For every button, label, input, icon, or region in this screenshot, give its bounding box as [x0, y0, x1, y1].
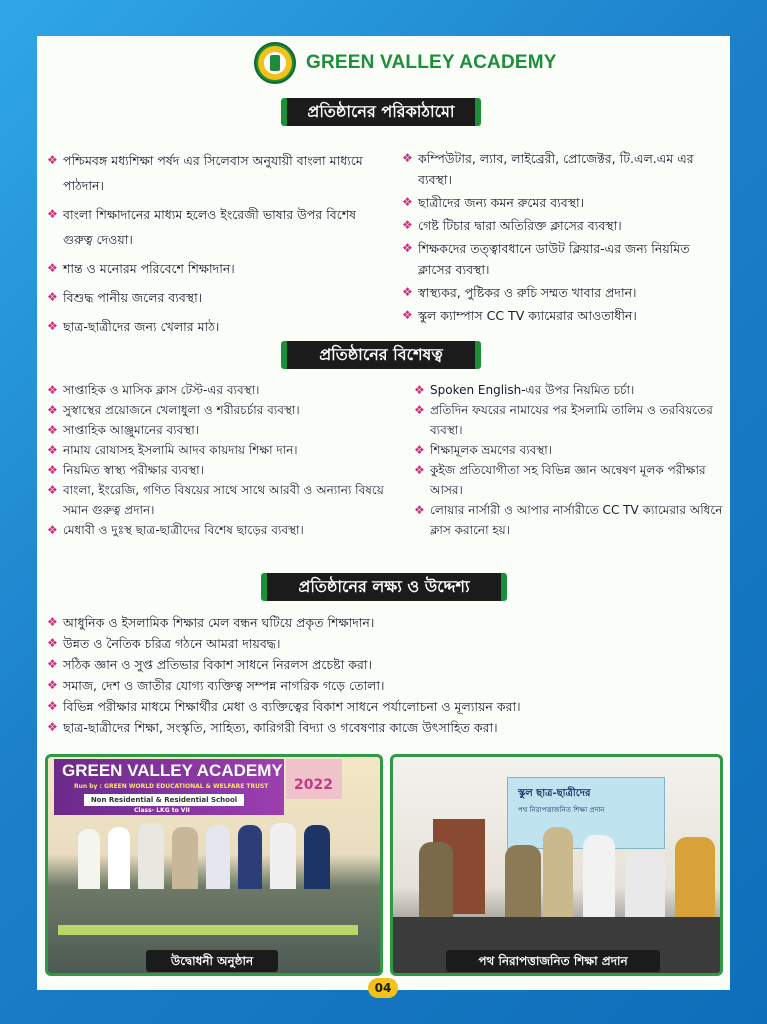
bullet-icon: ❖	[402, 241, 413, 255]
bullet-icon: ❖	[47, 657, 58, 671]
list-item: ❖ সমাজ, দেশ ও জাতীর যোগ্য ব্যক্তিত্ব সম্পন্ন নাগরিক গড়ে তোলা।	[47, 675, 727, 696]
event-banner-school: Non Residential & Residential School	[84, 794, 244, 806]
list-item: ❖ ছাত্র-ছাত্রীদের শিক্ষা, সংস্কৃতি, সাহিত্য, কারিগরী বিদ্যা ও গবেষণার কাজে উৎসাহিত করা।	[47, 717, 727, 738]
person-figure	[505, 845, 541, 925]
list-item: ❖ কুইজ প্রতিযোগীতা সহ বিভিন্ন জ্ঞান অন্বেষণ মূলক পরীক্ষার আসর।	[414, 460, 724, 500]
bullet-icon: ❖	[47, 720, 58, 734]
road-safety-photo	[390, 754, 723, 976]
event-banner-class: Class- LKG to VII	[134, 807, 190, 814]
person-figure	[108, 827, 130, 889]
road-safety-banner-line2: পথ নিরাপত্তাজনিত শিক্ষা প্রদান	[518, 806, 605, 814]
event-banner	[54, 759, 284, 815]
bullet-icon: ❖	[47, 699, 58, 713]
infrastructure-right-list	[402, 148, 722, 326]
bullet-icon: ❖	[47, 207, 58, 221]
person-figure	[304, 825, 330, 889]
list-item: ❖ গেষ্ট টিচার দ্বারা অতিরিক্ত ক্লাসের ব্যবস্থা।	[402, 215, 722, 236]
bullet-icon: ❖	[47, 523, 58, 537]
section-title-goals: প্রতিষ্ঠানের লক্ষ্য ও উদ্দেশ্য	[261, 573, 507, 601]
list-item: ❖ ছাত্র-ছাত্রীদের জন্য খেলার মাঠ।	[47, 314, 377, 339]
list-item: ❖ শান্ত ও মনোরম পরিবেশে শিক্ষাদান।	[47, 256, 377, 281]
bullet-icon: ❖	[47, 443, 58, 457]
bullet-icon: ❖	[47, 615, 58, 629]
list-item: ❖ সঠিক জ্ঞান ও সুপ্ত প্রতিভার বিকাশ সাধনে নিরলস প্রচেষ্টা করা।	[47, 654, 727, 675]
person-figure	[206, 825, 230, 889]
academy-logo-icon	[254, 42, 296, 84]
stage-table	[58, 925, 358, 935]
list-item: ❖ নিয়মিত স্বাস্থ্য পরীক্ষার ব্যবস্থা।	[47, 460, 397, 480]
event-banner-subtitle: Run by : GREEN WORLD EDUCATIONAL & WELFARE TRUST	[74, 783, 269, 790]
person-figure	[172, 827, 198, 889]
person-figure	[419, 842, 453, 922]
inauguration-caption: উদ্বোধনী অনুষ্ঠান	[146, 950, 278, 972]
road-safety-banner-line1: স্কুল ছাত্র-ছাত্রীদের	[518, 788, 591, 799]
inauguration-photo	[45, 754, 383, 976]
list-item: ❖ বাংলা শিক্ষাদানের মাধ্যম হলেও ইংরেজী ভাষার উপর বিশেষ গুরুত্ব দেওয়া।	[47, 202, 377, 252]
person-figure	[675, 837, 715, 923]
bullet-icon: ❖	[47, 403, 58, 417]
goals-list	[47, 612, 727, 738]
bullet-icon: ❖	[414, 463, 425, 477]
bullet-icon: ❖	[402, 285, 413, 299]
bullet-icon: ❖	[402, 218, 413, 232]
list-item: ❖ Spoken English-এর উপর নিয়মিত চর্চা।	[414, 380, 724, 400]
section-title-features: প্রতিষ্ঠানের বিশেষত্ব	[281, 341, 481, 369]
bullet-icon: ❖	[414, 403, 425, 417]
list-item: ❖ লোয়ার নার্সারী ও আপার নার্সারীতে CC TV ক্যামেরার অধিনে ক্লাস করানো হয়।	[414, 500, 724, 540]
list-item: ❖ আধুনিক ও ইসলামিক শিক্ষার মেল বন্ধন ঘটিয়ে প্রকৃত শিক্ষাদান।	[47, 612, 727, 633]
bullet-icon: ❖	[402, 151, 413, 165]
bullet-icon: ❖	[47, 463, 58, 477]
guests-row	[68, 819, 368, 889]
bullet-icon: ❖	[47, 383, 58, 397]
bullet-icon: ❖	[47, 636, 58, 650]
bullet-icon: ❖	[402, 195, 413, 209]
person-figure	[238, 825, 262, 889]
event-banner-title: GREEN VALLEY ACADEMY	[62, 761, 283, 780]
list-item: ❖ শিক্ষকদের তত্ত্বাবধানে ডাউট ক্লিয়ার-এর জন্য নিয়মিত ক্লাসের ব্যবস্থা।	[402, 238, 722, 280]
section-title-infrastructure: প্রতিষ্ঠানের পরিকাঠামো	[281, 98, 481, 126]
list-item: ❖ পশ্চিমবঙ্গ মধ্যশিক্ষা পর্ষদ এর সিলেবাস অনুযায়ী বাংলা মাধ্যমে পাঠদান।	[47, 148, 377, 198]
features-left-list	[47, 380, 397, 540]
bullet-icon: ❖	[47, 678, 58, 692]
bullet-icon: ❖	[47, 423, 58, 437]
bullet-icon: ❖	[414, 383, 425, 397]
road-safety-caption: পথ নিরাপত্তাজনিত শিক্ষা প্রদান	[446, 950, 660, 972]
list-item: ❖ প্রতিদিন ফযরের নামাযের পর ইসলামি তালিম ও তরবিয়তের ব্যবস্থা।	[414, 400, 724, 440]
bullet-icon: ❖	[47, 483, 58, 497]
list-item: ❖ স্বাস্থ্যকর, পুষ্টিকর ও রুচি সম্মত খাবার প্রদান।	[402, 282, 722, 303]
list-item: ❖ ছাত্রীদের জন্য কমন রুমের ব্যবস্থা।	[402, 192, 722, 213]
infrastructure-left-list	[47, 148, 377, 339]
list-item: ❖ নামায রোযাসহ ইসলামি আদব কায়দায় শিক্ষা দান।	[47, 440, 397, 460]
bullet-icon: ❖	[47, 319, 58, 333]
features-right-list	[414, 380, 724, 540]
person-figure	[138, 823, 164, 889]
list-item: ❖ বিশুদ্ধ পানীয় জলের ব্যবস্থা।	[47, 285, 377, 310]
bullet-icon: ❖	[47, 153, 58, 167]
brand-title: GREEN VALLEY ACADEMY	[306, 52, 557, 73]
person-figure	[270, 823, 296, 889]
list-item: ❖ সাপ্তাহিক ও মাসিক ক্লাস টেস্ট-এর ব্যবস্থা।	[47, 380, 397, 400]
list-item: ❖ কম্পিউটার, ল্যাব, লাইব্রেরী, প্রোজেক্টর, টি.এল.এম এর ব্যবস্থা।	[402, 148, 722, 190]
bullet-icon: ❖	[414, 503, 425, 517]
list-item: ❖ স্কুল ক্যাম্পাস CC TV ক্যামেরার আওতাধীন।	[402, 305, 722, 326]
person-figure	[78, 829, 100, 889]
list-item: ❖ মেধাবী ও দুঃস্থ ছাত্র-ছাত্রীদের বিশেষ ছাড়ের ব্যবস্থা।	[47, 520, 397, 540]
person-figure	[625, 853, 665, 923]
page-number: 04	[368, 978, 398, 998]
bullet-icon: ❖	[402, 308, 413, 322]
bullet-icon: ❖	[47, 290, 58, 304]
list-item: ❖ সুস্বাস্থের প্রয়োজনে খেলাধুলা ও শরীরচর্চার ব্যবস্থা।	[47, 400, 397, 420]
list-item: ❖ বিভিন্ন পরীক্ষার মাধমে শিক্ষার্থীর মেধা ও ব্যক্তিত্বের বিকাশ সাধনে পর্যালোচনা ও মূল্যায়ন করা।	[47, 696, 727, 717]
event-banner-year: 2022	[294, 777, 333, 793]
bullet-icon: ❖	[414, 443, 425, 457]
bullet-icon: ❖	[47, 261, 58, 275]
list-item: ❖ উন্নত ও নৈতিক চরিত্র গঠনে আমরা দায়বদ্ধ।	[47, 633, 727, 654]
list-item: ❖ বাংলা, ইংরেজি, গণিত বিষয়ের সাথে সাথে আরবী ও অন্যান্য বিষয়ে সমান গুরুত্ব প্রদান।	[47, 480, 397, 520]
list-item: ❖ শিক্ষামূলক ভ্রমণের ব্যবস্থা।	[414, 440, 724, 460]
list-item: ❖ সাপ্তাহিক আঞ্জুমানের ব্যবস্থা।	[47, 420, 397, 440]
person-figure	[543, 827, 573, 917]
person-figure	[583, 835, 615, 919]
